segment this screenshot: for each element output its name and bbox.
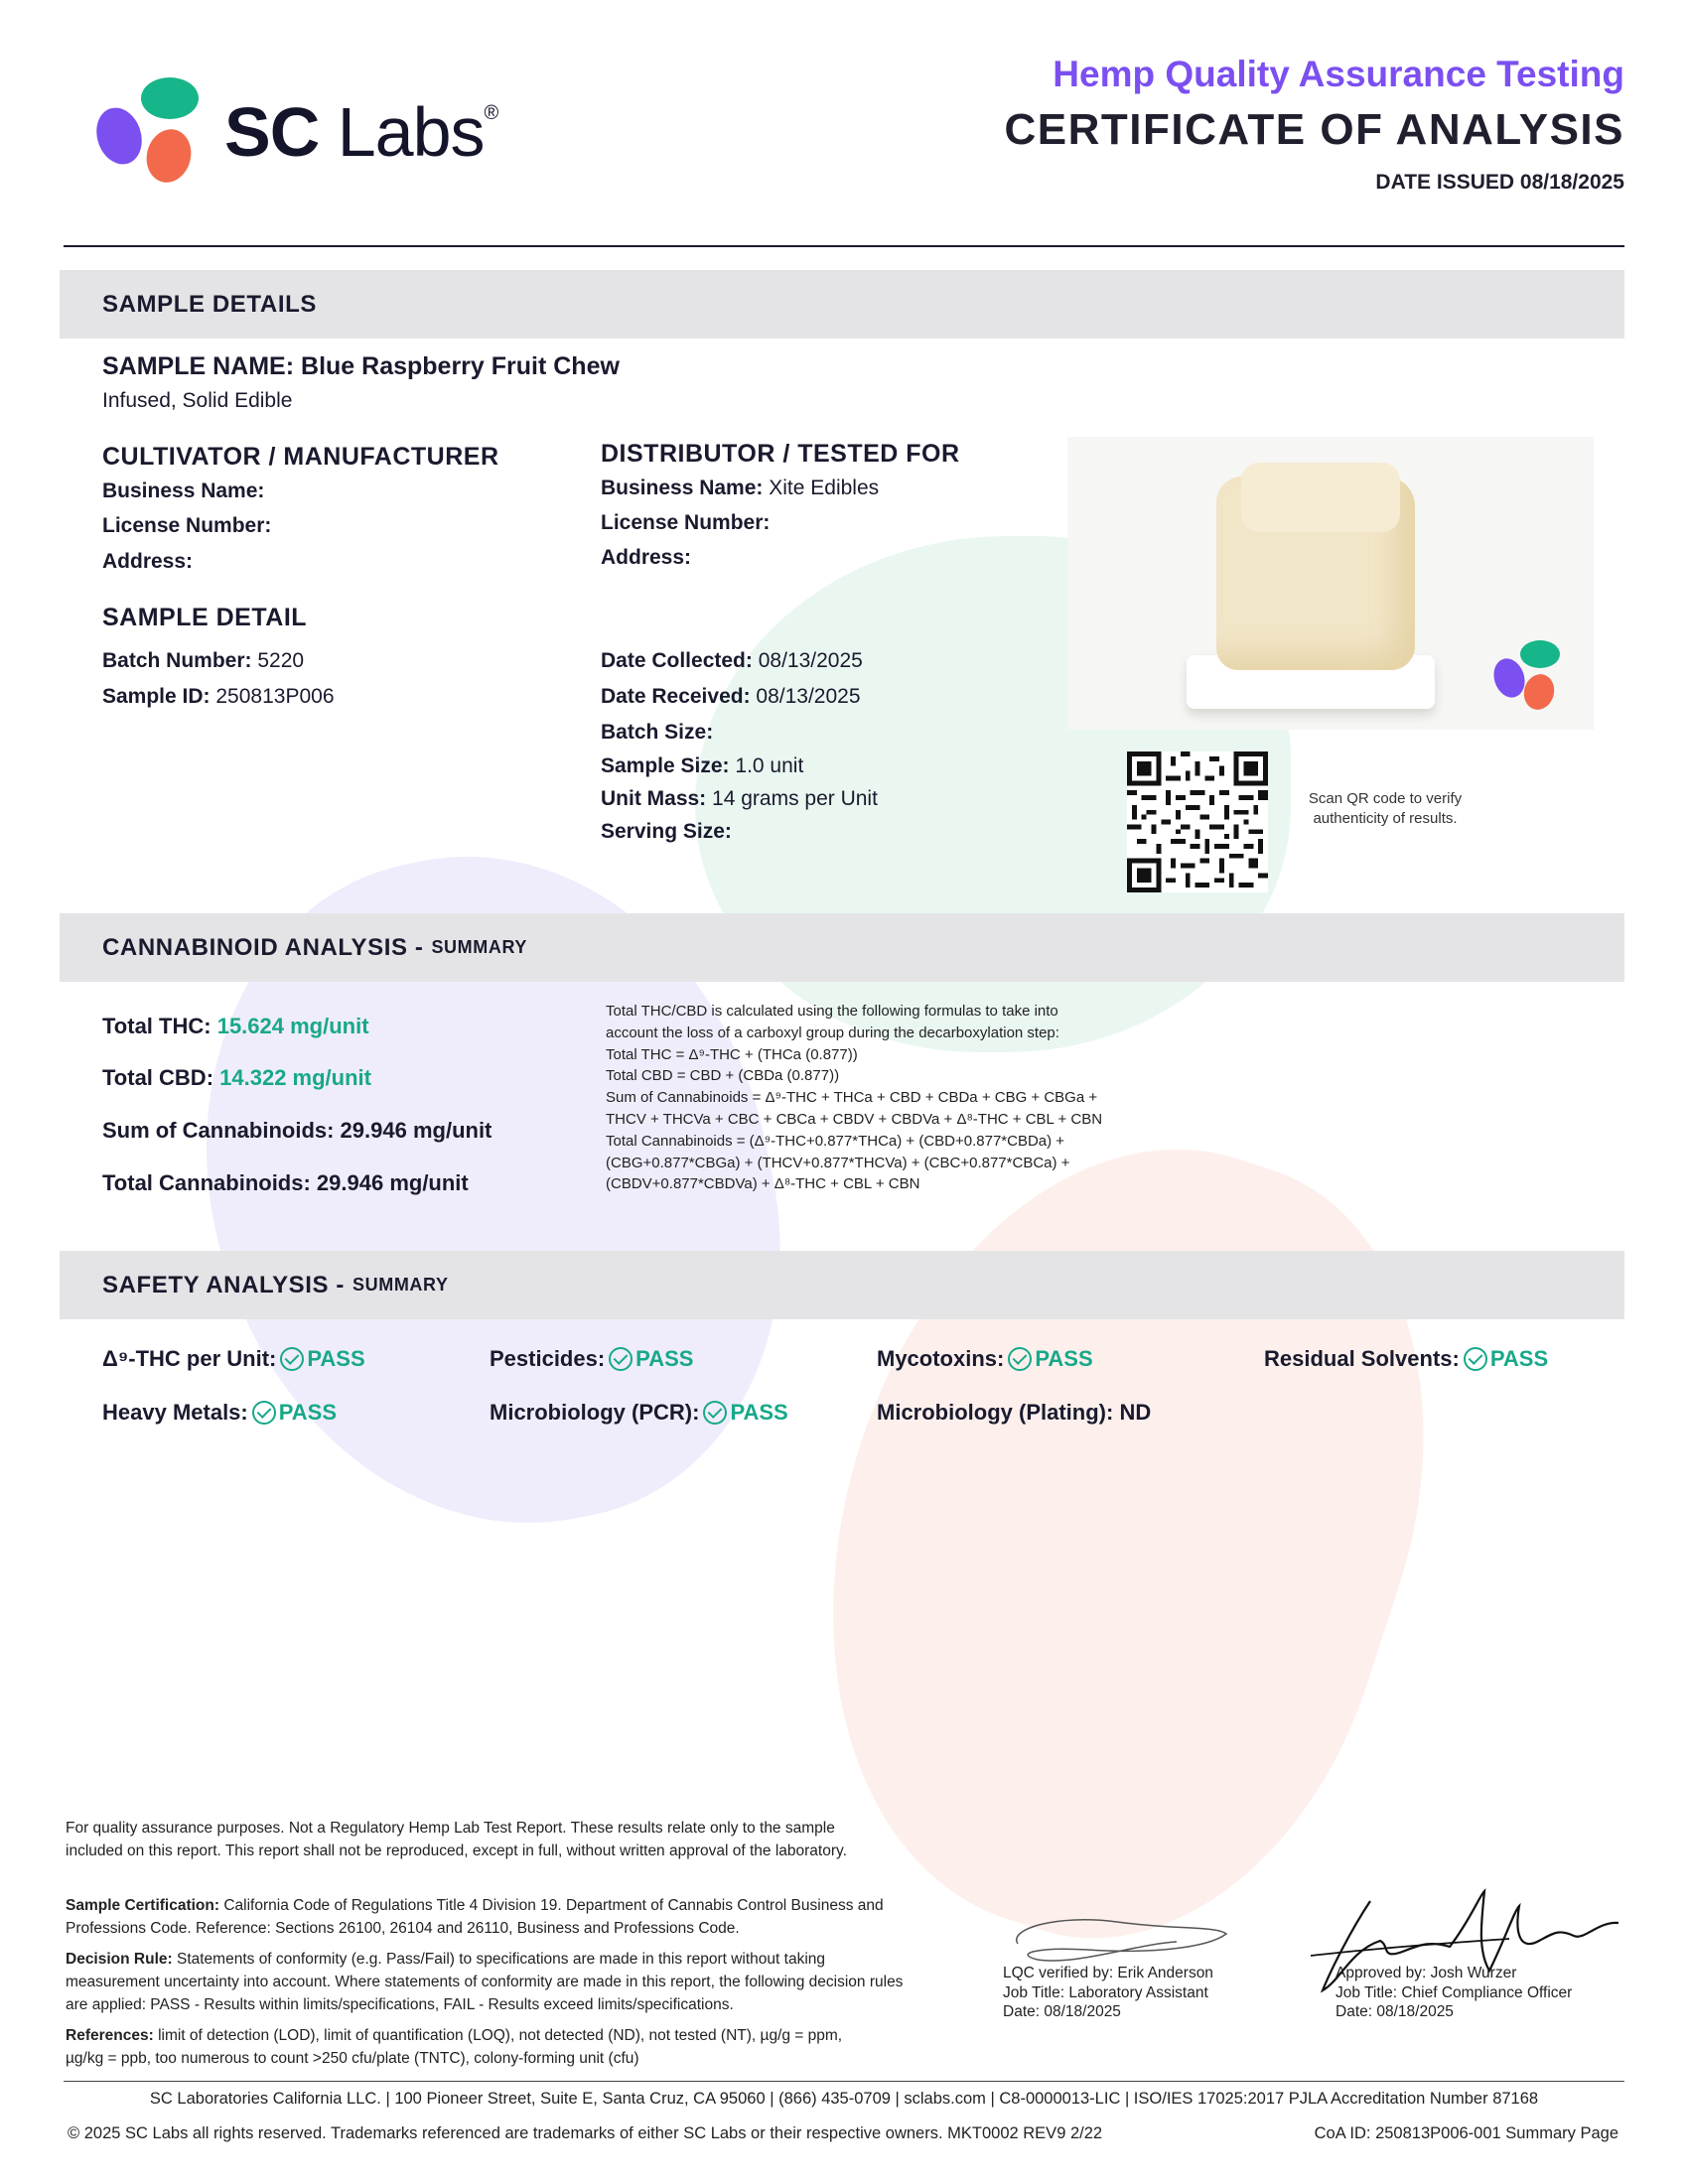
company-info: SC Laboratories California LLC. | 100 Pioneer Street, Suite E, Santa Cruz, CA 95060 | (866) 435-0709 | sclabs.com | C8-0000013-LIC | ISO/IES 17025:2017 PJLA Accreditation Number 87168 [149, 2090, 1539, 2108]
check-circle-icon [252, 1401, 276, 1425]
sample-name: SAMPLE NAME: Blue Raspberry Fruit Chew [102, 352, 620, 380]
safety-item-residual-solvents: Residual Solvents: PASS [1264, 1346, 1549, 1371]
safety-item-heavy-metals: Heavy Metals: PASS [102, 1400, 338, 1425]
logo-mark-icon [1494, 640, 1564, 710]
header-divider [64, 245, 1624, 247]
coa-id: CoA ID: 250813P006-001 Summary Page [1314, 2124, 1618, 2142]
cultivator-business-label: Business Name: [102, 479, 265, 502]
total-cbd-value: 14.322 mg/unit [219, 1065, 371, 1090]
formula-line: Total THC/CBD is calculated using the following formulas to take into [606, 1003, 1058, 1020]
formula-line: (CBG+0.877*CBGa) + (THCV+0.877*THCVa) + (CBC+0.877*CBCa) + [606, 1154, 1070, 1171]
total-cbd: Total CBD: 14.322 mg/unit [102, 1065, 371, 1090]
formula-line: Total THC = Δ⁹-THC + (THCa (0.877)) [606, 1045, 858, 1063]
total-thc-value: 15.624 mg/unit [216, 1014, 369, 1038]
formula-line: Total Cannabinoids = (Δ⁹-THC+0.877*THCa) + (CBD+0.877*CBDa) + [606, 1132, 1065, 1150]
sample-certification: Sample Certification: California Code of Regulations Title 4 Division 19. Department of Cannabis Control Business and Professions Code. Reference: Sections 26100, 26104 and 26110, Business and Professions Code. [66, 1897, 884, 1937]
sc-labs-logo [97, 77, 497, 187]
cultivator-address-label: Address: [102, 550, 194, 573]
unit-mass: Unit Mass: 14 grams per Unit [601, 787, 878, 810]
check-circle-icon [280, 1347, 304, 1371]
distributor-business: Business Name: Xite Edibles [601, 477, 880, 499]
safety-item-microbiology-plating: Microbiology (Plating): ND [877, 1400, 1152, 1425]
copyright: © 2025 SC Labs all rights reserved. Trademarks referenced are trademarks of either SC Labs or their respective owners. MKT0002 REV9 2/22 [68, 2124, 1103, 2142]
formula-line: Sum of Cannabinoids = Δ⁹-THC + THCa + CBD + CBDa + CBG + CBGa + [606, 1089, 1098, 1107]
batch-number: Batch Number: 5220 [102, 649, 305, 672]
section-sample-details: SAMPLE DETAILS [60, 270, 1624, 339]
check-circle-icon [1464, 1347, 1487, 1371]
logo-mark-icon [97, 77, 207, 187]
total-thc: Total THC: 15.624 mg/unit [102, 1014, 369, 1038]
document-title: CERTIFICATE OF ANALYSIS [1004, 105, 1624, 154]
safety-item-mycotoxins: Mycotoxins: PASS [877, 1346, 1093, 1371]
distributor-address-label: Address: [601, 546, 692, 569]
sum-of-cannabinoids: Sum of Cannabinoids: 29.946 mg/unit [102, 1118, 492, 1143]
references: References: limit of detection (LOD), limit of quantification (LOQ), not detected (ND), not tested (NT), µg/g = ppm, µg/kg = ppb, too numerous to count >250 cfu/plate (TNTC), colony-forming unit (cfu) [66, 2027, 843, 2067]
qr-code-icon[interactable] [1127, 751, 1268, 892]
safety-item-d9-thc: Δ⁹-THC per Unit: PASS [102, 1346, 365, 1371]
formula-line: Total CBD = CBD + (CBDa (0.877)) [606, 1067, 840, 1085]
formula-line: THCV + THCVa + CBC + CBCa + CBDV + CBDVa + Δ⁸-THC + CBL + CBN [606, 1110, 1103, 1128]
qr-note: Scan QR code to verify authenticity of results. [1308, 790, 1463, 827]
date-issued: DATE ISSUED 08/18/2025 [1375, 171, 1624, 194]
date-received: Date Received: 08/13/2025 [601, 685, 861, 708]
sample-photo [1067, 437, 1594, 730]
sample-category: Infused, Solid Edible [102, 389, 293, 412]
total-cannabinoids: Total Cannabinoids: 29.946 mg/unit [102, 1170, 469, 1195]
check-circle-icon [609, 1347, 633, 1371]
formula-line: (CBDV+0.877*CBDVa) + Δ⁸-THC + CBL + CBN [606, 1175, 920, 1193]
section-cannabinoid-analysis: CANNABINOID ANALYSIS - SUMMARY [60, 913, 1624, 982]
header-subtitle: Hemp Quality Assurance Testing [1053, 54, 1624, 94]
cultivator-heading: CULTIVATOR / MANUFACTURER [102, 443, 499, 471]
lqc-verifier: LQC verified by: Erik Anderson Job Title: Laboratory Assistant Date: 08/18/2025 [1003, 1965, 1213, 2020]
decision-rule: Decision Rule: Statements of conformity (e.g. Pass/Fail) to specifications are made in this report without taking measurement uncertainty into account. Where statements of conformity are made in this report, the following decision rules are applied: PASS - Results within limits/specifications, FAIL - Results exceed limits/specifications. [66, 1951, 904, 2013]
formula-line: account the loss of a carboxyl group during the decarboxylation step: [606, 1024, 1059, 1041]
batch-size-label: Batch Size: [601, 721, 714, 744]
safety-item-microbiology-pcr: Microbiology (PCR): PASS [490, 1400, 788, 1425]
qa-disclaimer: For quality assurance purposes. Not a Regulatory Hemp Lab Test Report. These results relate only to the sample included on this report. This report shall not be reproduced, except in full, without written approval of the laboratory. [66, 1820, 847, 1859]
date-collected: Date Collected: 08/13/2025 [601, 649, 863, 672]
check-circle-icon [1008, 1347, 1032, 1371]
serving-size-label: Serving Size: [601, 820, 732, 843]
sample-size: Sample Size: 1.0 unit [601, 754, 804, 777]
safety-item-pesticides: Pesticides: PASS [490, 1346, 694, 1371]
distributor-license-label: License Number: [601, 511, 771, 534]
header-titles [1005, 54, 1624, 195]
distributor-heading: DISTRIBUTOR / TESTED FOR [601, 440, 960, 468]
approver: Approved by: Josh Wurzer Job Title: Chief Compliance Officer Date: 08/18/2025 [1336, 1965, 1573, 2020]
sample-detail-heading: SAMPLE DETAIL [102, 604, 308, 631]
check-circle-icon [703, 1401, 727, 1425]
logo-wordmark: SC Labs® [224, 93, 498, 171]
cannabinoid-formulas [606, 1001, 1201, 1195]
section-safety-analysis: SAFETY ANALYSIS - SUMMARY [60, 1251, 1624, 1319]
cultivator-license-label: License Number: [102, 514, 272, 537]
sample-id: Sample ID: 250813P006 [102, 685, 335, 708]
footer-divider [64, 2081, 1624, 2082]
